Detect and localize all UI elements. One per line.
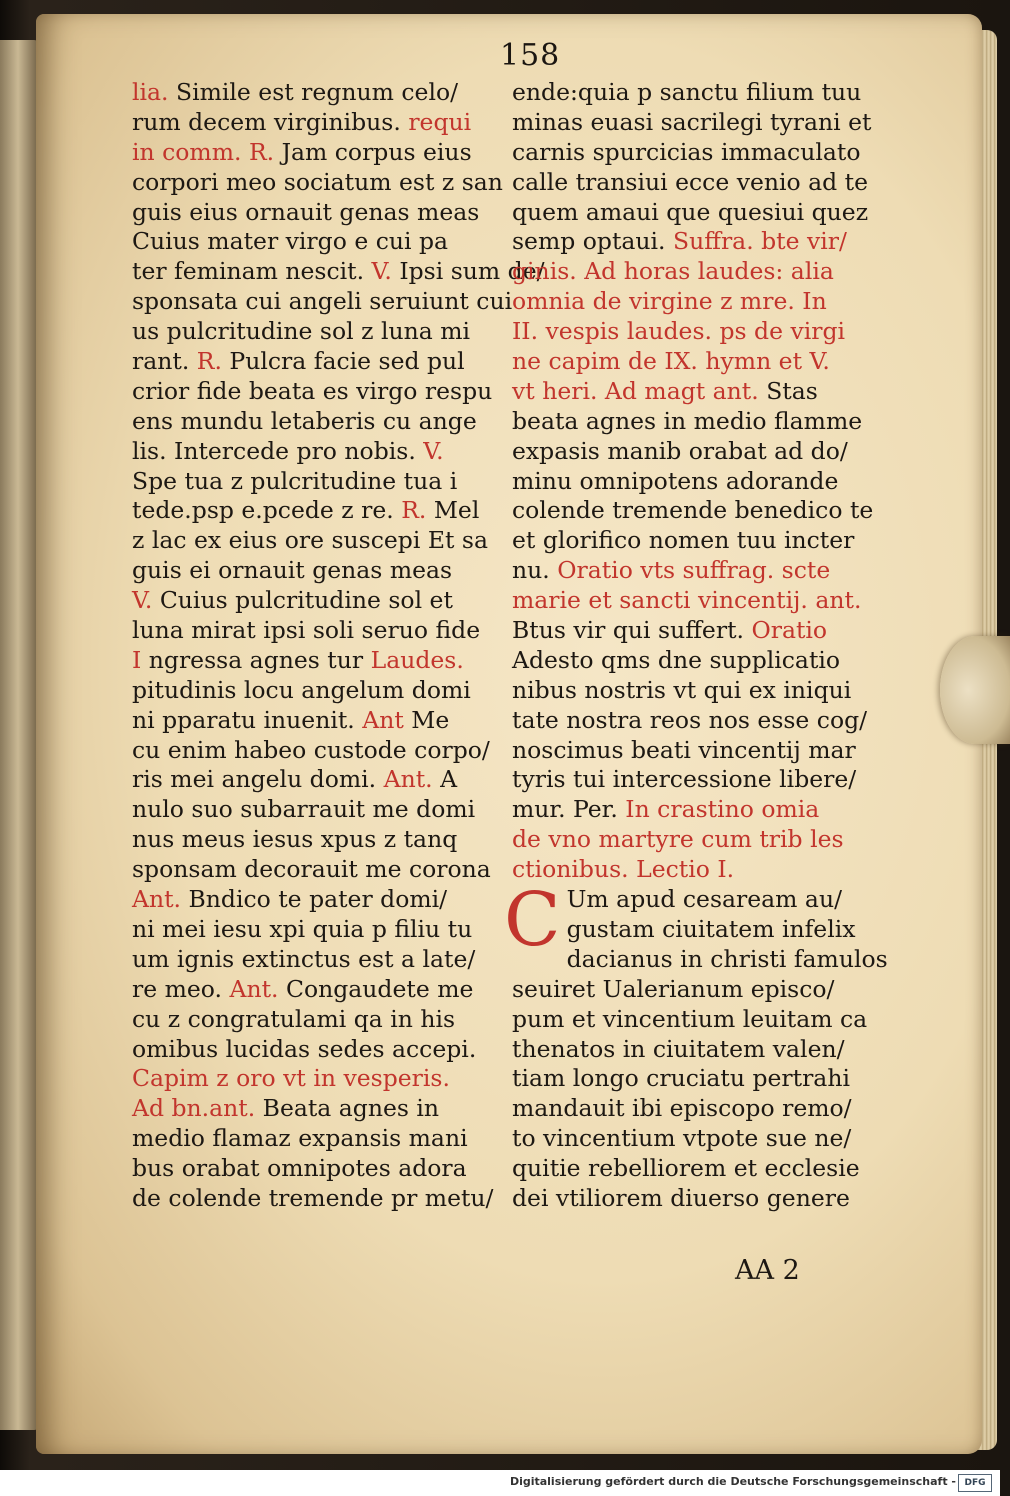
text-line — [512, 377, 890, 407]
text-line — [132, 915, 500, 945]
text-line — [132, 885, 500, 915]
text-line — [132, 975, 500, 1005]
body-text: medio flamaz expansis mani — [132, 1124, 468, 1153]
body-text: Ipsi sum de/ — [399, 257, 545, 286]
text-line — [512, 736, 890, 766]
body-text: Bndico te pater domi/ — [188, 885, 448, 914]
body-text: Um apud cesaream au/ — [566, 885, 842, 914]
text-line — [512, 467, 890, 497]
body-text: ende:quia p sanctu filium tuu — [512, 78, 862, 106]
body-text: mur. Per. — [512, 795, 626, 824]
body-text: Beata agnes in — [262, 1094, 440, 1123]
rubric-text: vt heri. Ad magt ant. — [512, 376, 767, 405]
text-line — [132, 78, 500, 108]
text-line — [512, 915, 890, 945]
body-text: minas euasi sacrilegi tyrani et — [512, 107, 872, 136]
rubric-text: de vno martyre cum trib les — [512, 825, 844, 854]
text-line — [132, 1184, 500, 1214]
body-text: semp optaui. — [512, 227, 674, 256]
text-line — [512, 646, 890, 676]
body-text: nu. — [512, 556, 558, 585]
text-line — [132, 437, 500, 467]
rubric-text: I — [132, 645, 149, 674]
text-line — [132, 795, 500, 825]
body-text: crior fide beata es virgo respu — [132, 376, 493, 405]
body-text: bus orabat omnipotes adora — [132, 1154, 467, 1183]
text-line — [132, 945, 500, 975]
text-line — [512, 227, 890, 257]
body-text: seuiret Ualerianum episco/ — [512, 974, 835, 1003]
body-text: re meo. — [132, 974, 230, 1003]
text-line — [132, 1094, 500, 1124]
body-text: cu enim habeo custode corpo/ — [132, 735, 490, 764]
text-line — [132, 706, 500, 736]
body-text: thenatos in ciuitatem valen/ — [512, 1034, 845, 1063]
body-text: A — [440, 765, 458, 794]
rubric-text: requi — [408, 107, 472, 136]
body-text: us pulcritudine sol z luna mi — [132, 317, 471, 346]
text-line — [132, 1035, 500, 1065]
rubric-text: V. — [371, 257, 400, 286]
text-line — [512, 287, 890, 317]
body-text: tede.psp e.pcede z re. — [132, 496, 402, 525]
body-text: Pulcra facie sed pul — [229, 347, 465, 376]
text-line — [512, 556, 890, 586]
body-text: et glorifico nomen tuu incter — [512, 526, 855, 555]
rubric-text: Capim z oro vt in vesperis. — [132, 1064, 450, 1093]
rubric-text: Ant. — [132, 885, 189, 914]
body-text: z lac ex eius ore suscepi Et sa — [132, 526, 488, 555]
clasp-tab — [940, 636, 1010, 744]
rubric-text: Oratio vts suffrag. scte — [557, 556, 831, 585]
text-line — [132, 1154, 500, 1184]
text-line — [512, 586, 890, 616]
body-text: noscimus beati vincentij mar — [512, 735, 856, 764]
rubric-text: In crastino omia — [625, 795, 820, 824]
rubric-text: ne capim de IX. hymn et V. — [512, 347, 830, 376]
body-text: nibus nostris vt qui ex iniqui — [512, 675, 852, 704]
body-text: ter feminam nescit. — [132, 257, 372, 286]
body-text: dacianus in christi famulos — [566, 944, 888, 973]
text-line — [512, 317, 890, 347]
rubric-text: Oratio — [751, 616, 828, 645]
text-line — [132, 646, 500, 676]
body-text: Me — [411, 705, 450, 734]
body-text: Cuius mater virgo e cui pa — [132, 227, 449, 256]
text-line — [512, 1035, 890, 1065]
body-text: Mel — [433, 496, 480, 525]
body-text: cu z congratulami qa in his — [132, 1004, 456, 1033]
body-text: ni pparatu inuenit. — [132, 705, 363, 734]
rubric-text: ginis. Ad horas laudes: alia — [512, 257, 834, 286]
body-text: dei vtiliorem diuerso genere — [512, 1183, 850, 1212]
text-line — [132, 676, 500, 706]
text-line — [132, 257, 545, 287]
text-line — [512, 168, 890, 198]
text-line — [512, 407, 890, 437]
body-text: tyris tui intercessione libere/ — [512, 765, 857, 794]
body-text: sponsata cui angeli seruiunt cui — [132, 287, 513, 316]
body-text: beata agnes in medio flamme — [512, 406, 863, 435]
text-line — [132, 198, 500, 228]
text-line — [512, 1184, 890, 1214]
rubric-text: Suffra. bte vir/ — [673, 227, 847, 256]
body-text: sponsam decorauit me corona — [132, 855, 491, 884]
body-text: luna mirat ipsi soli seruo fide — [132, 616, 481, 645]
drop-initial: C — [504, 877, 561, 964]
text-line — [132, 407, 500, 437]
text-line — [512, 975, 890, 1005]
text-line — [512, 347, 890, 377]
body-text: ngressa agnes tur — [148, 645, 371, 674]
text-line — [512, 108, 890, 138]
footer-credit: Digitalisierung gefördert durch die Deutsche Forschungsgemeinschaft - — [509, 1475, 956, 1488]
text-line — [512, 765, 890, 795]
body-text: pitudinis locu angelum domi — [132, 675, 471, 704]
body-text: guis eius ornauit genas meas — [132, 197, 480, 226]
page-number: 158 — [500, 38, 561, 73]
text-line — [512, 1124, 890, 1154]
text-line — [132, 377, 500, 407]
text-line — [132, 227, 500, 257]
text-line — [132, 586, 500, 616]
text-line — [512, 437, 890, 467]
text-line — [512, 855, 890, 885]
body-text: corpori meo sociatum est z san — [132, 167, 503, 196]
body-text: ris mei angelu domi. — [132, 765, 384, 794]
body-text: de colende tremende pr metu/ — [132, 1183, 494, 1212]
text-line — [132, 556, 500, 586]
body-text: quitie rebelliorem et ecclesie — [512, 1154, 860, 1183]
text-line — [512, 825, 890, 855]
text-line — [132, 496, 500, 526]
body-text: lis. Intercede pro nobis. — [132, 436, 424, 465]
text-line — [132, 855, 500, 885]
text-line — [132, 616, 500, 646]
body-text: Spe tua z pulcritudine tua i — [132, 466, 458, 495]
rubric-text: Laudes. — [370, 645, 464, 674]
rubric-text: II. vespis laudes. ps de virgi — [512, 317, 846, 346]
dfg-logo-icon: DFG — [958, 1474, 992, 1492]
text-line — [132, 317, 500, 347]
body-text: Congaudete me — [285, 974, 474, 1003]
text-line — [512, 945, 890, 975]
body-text: Adesto qms dne supplicatio — [512, 645, 841, 674]
text-line — [512, 616, 890, 646]
text-line — [132, 467, 500, 497]
digitization-footer — [0, 1470, 1000, 1496]
text-line — [512, 1005, 890, 1035]
body-text: um ignis extinctus est a late/ — [132, 944, 476, 973]
text-line — [132, 138, 500, 168]
text-line — [132, 167, 503, 198]
body-text: rum decem virginibus. — [132, 107, 409, 136]
body-text: Jam corpus eius — [281, 137, 472, 166]
text-line — [132, 825, 500, 855]
body-text: Stas — [766, 376, 818, 405]
body-text: Cuius pulcritudine sol et — [159, 586, 453, 615]
body-text: expasis manib orabat ad do/ — [512, 436, 848, 465]
text-line — [132, 736, 500, 766]
text-line — [512, 1154, 890, 1184]
body-text: to vincentium vtpote sue ne/ — [512, 1124, 852, 1153]
body-text: tiam longo cruciatu pertrahi — [512, 1064, 850, 1093]
rubric-text: Ant. — [383, 765, 441, 794]
text-line — [132, 1064, 500, 1094]
body-text: Simile est regnum celo/ — [175, 78, 459, 106]
rubric-text: Ant. — [229, 974, 286, 1003]
text-line — [512, 795, 890, 825]
previous-page-edge — [0, 40, 40, 1430]
text-line — [132, 526, 500, 556]
body-text: gustam ciuitatem infelix — [566, 914, 856, 943]
body-text: quem amaui que quesiui quez — [512, 197, 869, 226]
signature-mark: AA 2 — [735, 1255, 800, 1286]
text-line — [512, 257, 890, 287]
text-line — [132, 108, 500, 138]
body-text: tate nostra reos nos esse cog/ — [512, 705, 868, 734]
text-line — [132, 1005, 500, 1035]
text-line — [512, 496, 890, 526]
text-line — [512, 676, 890, 706]
body-text: guis ei ornauit genas meas — [132, 556, 453, 585]
text-line — [512, 1064, 890, 1094]
rubric-text: marie et sancti vincentij. ant. — [512, 586, 862, 615]
text-line — [512, 78, 890, 108]
text-line — [512, 198, 890, 228]
body-text: calle transiui ecce venio ad te — [512, 167, 869, 196]
body-text: pum et vincentium leuitam ca — [512, 1004, 868, 1033]
right-text-column — [504, 78, 890, 1214]
rubric-text: R. — [196, 347, 230, 376]
text-line — [132, 1124, 500, 1154]
rubric-text: V. — [423, 436, 444, 465]
body-text: carnis spurcicias immaculato — [512, 137, 861, 166]
body-text: omibus lucidas sedes accepi. — [132, 1034, 477, 1063]
text-line — [512, 526, 890, 556]
body-text: nus meus iesus xpus z tanq — [132, 825, 458, 854]
body-text: mandauit ibi episcopo remo/ — [512, 1094, 852, 1123]
text-line — [132, 765, 500, 795]
left-text-column — [132, 78, 545, 1214]
body-text: minu omnipotens adorande — [512, 466, 839, 495]
body-text: Btus vir qui suffert. — [512, 616, 752, 645]
body-text: ni mei iesu xpi quia p filiu tu — [132, 914, 473, 943]
rubric-text: ctionibus. Lectio I. — [512, 855, 735, 884]
text-line — [132, 287, 513, 317]
text-line — [512, 706, 890, 736]
rubric-text: Ant — [362, 705, 412, 734]
rubric-text: V. — [132, 586, 160, 615]
text-line — [512, 1094, 890, 1124]
body-text: ens mundu letaberis cu ange — [132, 406, 477, 435]
text-line — [512, 138, 890, 168]
rubric-text: lia. — [132, 78, 176, 106]
body-text: colende tremende benedico te — [512, 496, 874, 525]
rubric-text: omnia de virgine z mre. In — [512, 287, 827, 316]
text-line — [132, 347, 500, 377]
rubric-text: Ad bn.ant. — [132, 1094, 263, 1123]
body-text: rant. — [132, 347, 197, 376]
rubric-text: R. — [401, 496, 434, 525]
body-text: nulo suo subarrauit me domi — [132, 795, 476, 824]
rubric-text: in comm. R. — [132, 137, 282, 166]
